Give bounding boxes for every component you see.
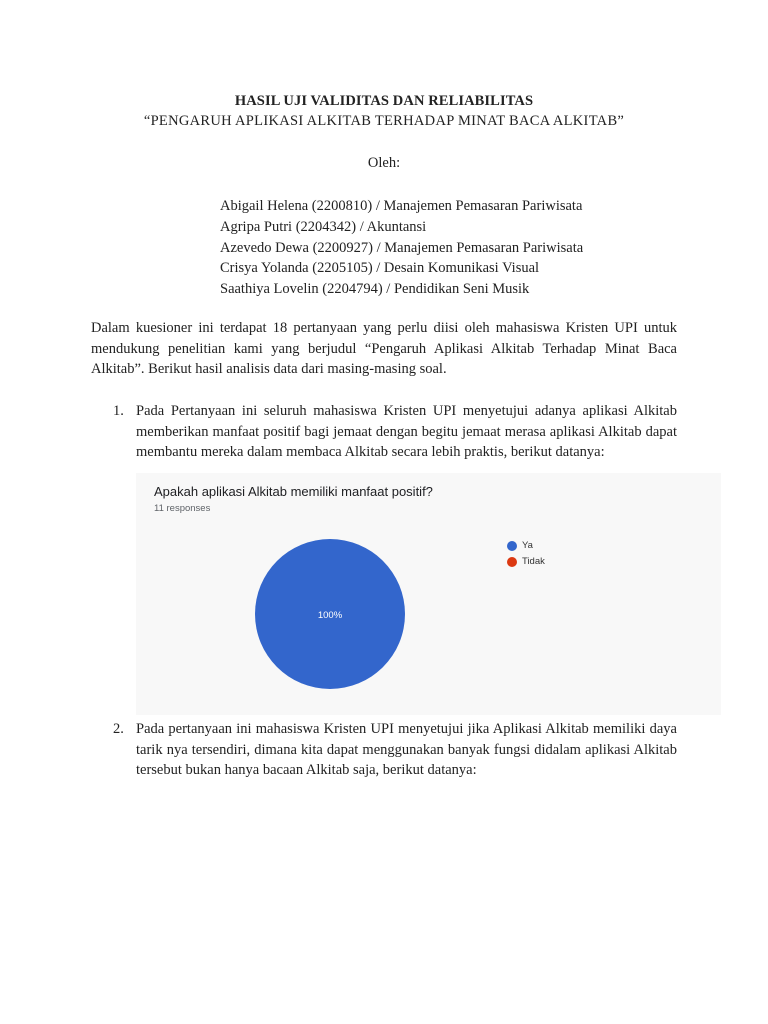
- author-line: Saathiya Lovelin (2204794) / Pendidikan Seni Musik: [220, 281, 530, 298]
- author-line: Azevedo Dewa (2200927) / Manajemen Pemasaran Pariwisata: [220, 239, 584, 256]
- list-text: Pada pertanyaan ini mahasiswa Kristen UPI menyetujui jika Aplikasi Alkitab memiliki daya tarik nya tersendiri, dimana kita dapat menggunakan banyak fungsi didalam aplikasi Alkitab tersebut bukan hanya bacaan Alkitab saja, berikut datanya:: [136, 721, 677, 778]
- author-list: [220, 196, 583, 300]
- legend-swatch: [507, 557, 517, 567]
- pie-chart: [136, 473, 721, 715]
- author-line: Abigail Helena (2200810) / Manajemen Pemasaran Pariwisata: [220, 198, 583, 214]
- legend-swatch: [507, 541, 517, 551]
- list-item: [91, 401, 677, 463]
- list-number: 1.: [113, 403, 124, 419]
- slice-label: 100%: [317, 610, 343, 621]
- document-subtitle: “PENGARUH APLIKASI ALKITAB TERHADAP MINAT BACA ALKITAB”: [143, 113, 625, 129]
- pie-chart-card: [136, 473, 721, 715]
- author-line: Agripa Putri (2204342) / Akuntansi: [220, 218, 427, 235]
- author-line: Crisya Yolanda (2205105) / Desain Komunikasi Visual: [220, 260, 540, 277]
- by-label: Oleh:: [367, 155, 401, 171]
- legend-label: Ya: [522, 540, 533, 551]
- list-item: [91, 719, 677, 781]
- intro-paragraph: Dalam kuesioner ini terdapat 18 pertanyaan yang perlu diisi oleh mahasiswa Kristen UPI untuk mendukung penelitian kami yang berjudul “Pengaruh Aplikasi Alkitab Terhadap Minat Baca Alkitab”. Berikut hasil analisis data dari masing-masing soal.: [91, 320, 677, 377]
- chart-response-count: 11 responses: [154, 503, 211, 514]
- legend-item-ya: [507, 538, 545, 554]
- chart-legend: [507, 538, 545, 570]
- document-title: HASIL UJI VALIDITAS DAN RELIABILITAS: [234, 93, 534, 109]
- legend-item-tidak: [507, 554, 545, 570]
- chart-title: Apakah aplikasi Alkitab memiliki manfaat positif?: [154, 484, 433, 499]
- list-number: 2.: [113, 721, 124, 737]
- list-text: Pada Pertanyaan ini seluruh mahasiswa Kristen UPI menyetujui adanya aplikasi Alkitab memberikan manfaat positif bagi jemaat dengan begitu jemaat merasa aplikasi Alkitab dapat membantu mereka dalam membaca Alkitab secara lebih praktis, berikut datanya:: [136, 403, 677, 460]
- legend-label: Tidak: [522, 556, 545, 567]
